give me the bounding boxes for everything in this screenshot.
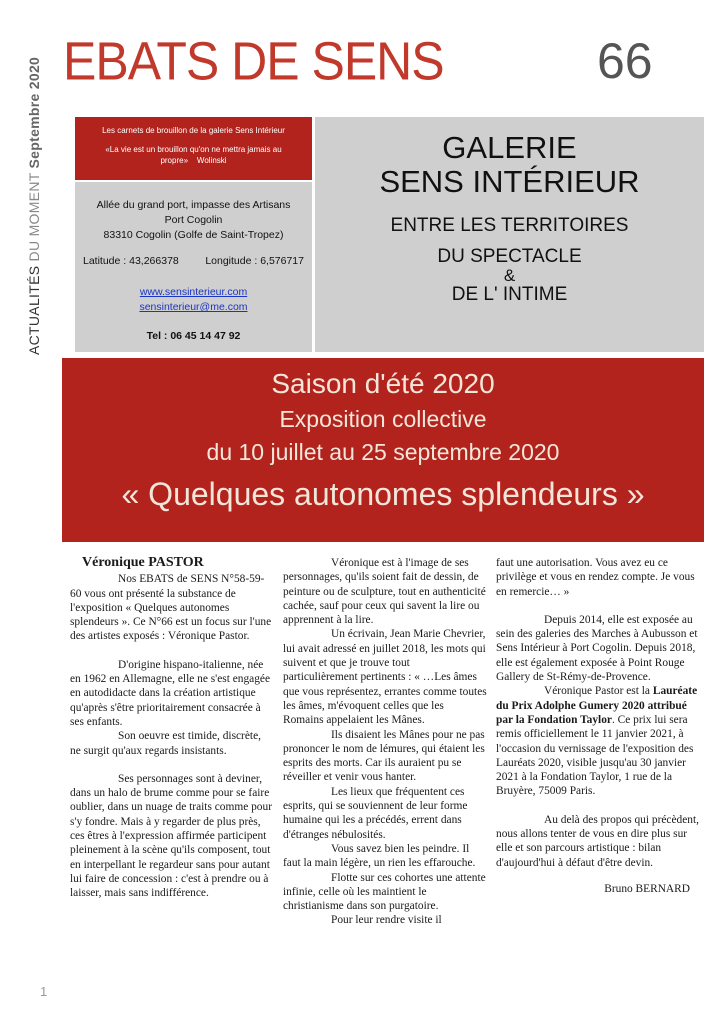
gallery-line4: DU SPECTACLE — [437, 246, 582, 268]
sidebar-part1: ACTUALITÉS — [26, 265, 42, 355]
tagline-line: Les carnets de brouillon de la galerie Sens Intérieur — [102, 126, 285, 135]
paragraph: Véronique est à l'image de ses personnages, qu'ils soient fait de dessin, de peinture ou de sculpture, tout en authenticité cachée, sauf pour ceux qui savent la lire ou apprennent à la lire. — [283, 557, 486, 627]
paragraph: Les lieux que fréquentent ces esprits, qui se souviennent de leur forme humaine qui les a précédés, errent dans d'étranges nébulosités. — [283, 785, 468, 841]
address-line2: Port Cogolin — [164, 214, 223, 227]
article-column-1 — [70, 556, 274, 901]
paragraph: Véronique Pastor est la Lauréate du Prix Adolphe Gumery 2020 attribué par la Fondation Taylor. Ce prix lui sera remis officiellement le 11 janvier 2021, à l'occasion du vernissage de l'exposition des Lauréats 2020, visible jusqu'au 30 janvier 2021 à la Fondation Taylor, 1 rue de la Bruyère, 75009 Paris. — [496, 685, 698, 798]
paragraph: Au delà des propos qui précèdent, nous allons tenter de vous en dire plus sur elle et son parcours artistique : bilan d'aujourd'hui à défaut d'être devin. — [496, 813, 699, 869]
banner-dates: du 10 juillet au 25 septembre 2020 — [206, 439, 560, 465]
paragraph: D'origine hispano-italienne, née en 1962 en Allemagne, elle ne s'est engagée en autodidacte dans la création artistique qu'après s'être prioritairement consacrée à ses enfants. — [70, 658, 271, 728]
sidebar-vertical-label — [26, 57, 42, 355]
paragraph: Ses personnages sont à deviner, dans un halo de brume comme pour se faire oublier, dans un nuage de traits comme pour s'y fondre. Mais à y regarder de plus près, ces êtres à l'expression affirmée participent pleinement à la scène qu'ils composent, tout en interpellant le regardeur sans pour autant lui faire de concession : c'est à prendre ou à laisser, mais sans indifférence. — [70, 772, 272, 900]
tagline-box — [75, 117, 312, 180]
longitude: Longitude : 6,576717 — [205, 254, 304, 267]
tagline-author: Wolinski — [196, 155, 227, 165]
paragraph: Son oeuvre est timide, discrète, ne surgit qu'aux regards insistants. — [70, 730, 261, 757]
gallery-line5: & — [503, 266, 516, 286]
address-box — [75, 182, 312, 352]
exhibition-banner — [62, 358, 704, 542]
gallery-box — [315, 117, 704, 352]
phone-number: Tel : 06 45 14 47 92 — [146, 330, 241, 343]
email-link[interactable]: sensinterieur@me.com — [139, 301, 248, 314]
gallery-line1: GALERIE — [442, 130, 577, 165]
coordinates — [81, 254, 306, 269]
address-line1: Allée du grand port, impasse des Artisans — [96, 199, 291, 211]
article-heading: Véronique PASTOR — [82, 555, 204, 570]
paragraph: Depuis 2014, elle est exposée au sein des galeries des Marches à Aubusson et Sens Intérieur à Port Cogolin. Depuis 2018, elle est également exposée à Point Rouge Gallery de St-Rémy-de-Provence. — [496, 613, 698, 684]
paragraph: Ils disaient les Mânes pour ne pas prononcer le nom de lémures, qui étaient les esprits des morts. Car ils auraient pu se réveiller et venir vous hanter. — [283, 728, 485, 784]
article-column-3 — [496, 556, 700, 896]
banner-expo: Exposition collective — [279, 406, 487, 432]
banner-exhibition-name: « Quelques autonomes splendeurs » — [121, 476, 645, 512]
gallery-line2: SENS INTÉRIEUR — [379, 164, 640, 200]
latitude: Latitude : 43,266378 — [83, 254, 179, 267]
page-number: 1 — [40, 984, 48, 999]
paragraph: Flotte sur ces cohortes une attente infinie, celle où les maintient le christianisme dans son purgatoire. — [283, 871, 486, 913]
gallery-line3: ENTRE LES TERRITOIRES — [390, 215, 629, 237]
tagline-quote: «La vie est un brouillon qu'on ne mettra jamais au propre» Wolinski — [105, 144, 282, 165]
sidebar-part3: Septembre 2020 — [26, 56, 42, 169]
article-column-2 — [283, 556, 487, 928]
address-line3: 83310 Cogolin (Golfe de Saint-Tropez) — [103, 229, 284, 242]
gallery-line6: DE L' INTIME — [451, 284, 568, 306]
paragraph: faut une autorisation. Vous avez eu ce privilège et vous en rendez compte. Je vous en remercie… » — [496, 557, 695, 598]
paragraph: Nos EBATS de SENS N°58-59-60 vous ont présenté la substance de l'exposition « Quelques autonomes splendeurs ». Ce N°66 est un focus sur l'une des artistes exposés : Véronique Pastor. — [70, 573, 272, 643]
issue-number: 66 — [597, 33, 653, 89]
author-signature: Bruno BERNARD — [604, 882, 690, 895]
website-link[interactable]: www.sensinterieur.com — [139, 285, 248, 298]
newsletter-title: EBATS DE SENS — [63, 30, 444, 92]
banner-season: Saison d'été 2020 — [271, 368, 495, 399]
paragraph: Vous savez bien les peindre. Il faut la main légère, un rien les effarouche. — [283, 842, 476, 870]
paragraph: Un écrivain, Jean Marie Chevrier, lui avait adressé en juillet 2018, les mots qui suivent et que je trouve tout particulièrement pertinents : « …Les âmes que vous représentez, errantes comme toutes les âmes, m'évoquent celles que les Romains appelaient les Mânes. — [283, 628, 487, 727]
sidebar-part2: DU MOMENT — [26, 172, 42, 262]
contact-links — [81, 285, 306, 315]
prize-highlight: Lauréate du Prix Adolphe Gumery 2020 attribué par la Fondation Taylor — [496, 685, 698, 726]
paragraph: Pour leur rendre visite il — [331, 914, 442, 927]
